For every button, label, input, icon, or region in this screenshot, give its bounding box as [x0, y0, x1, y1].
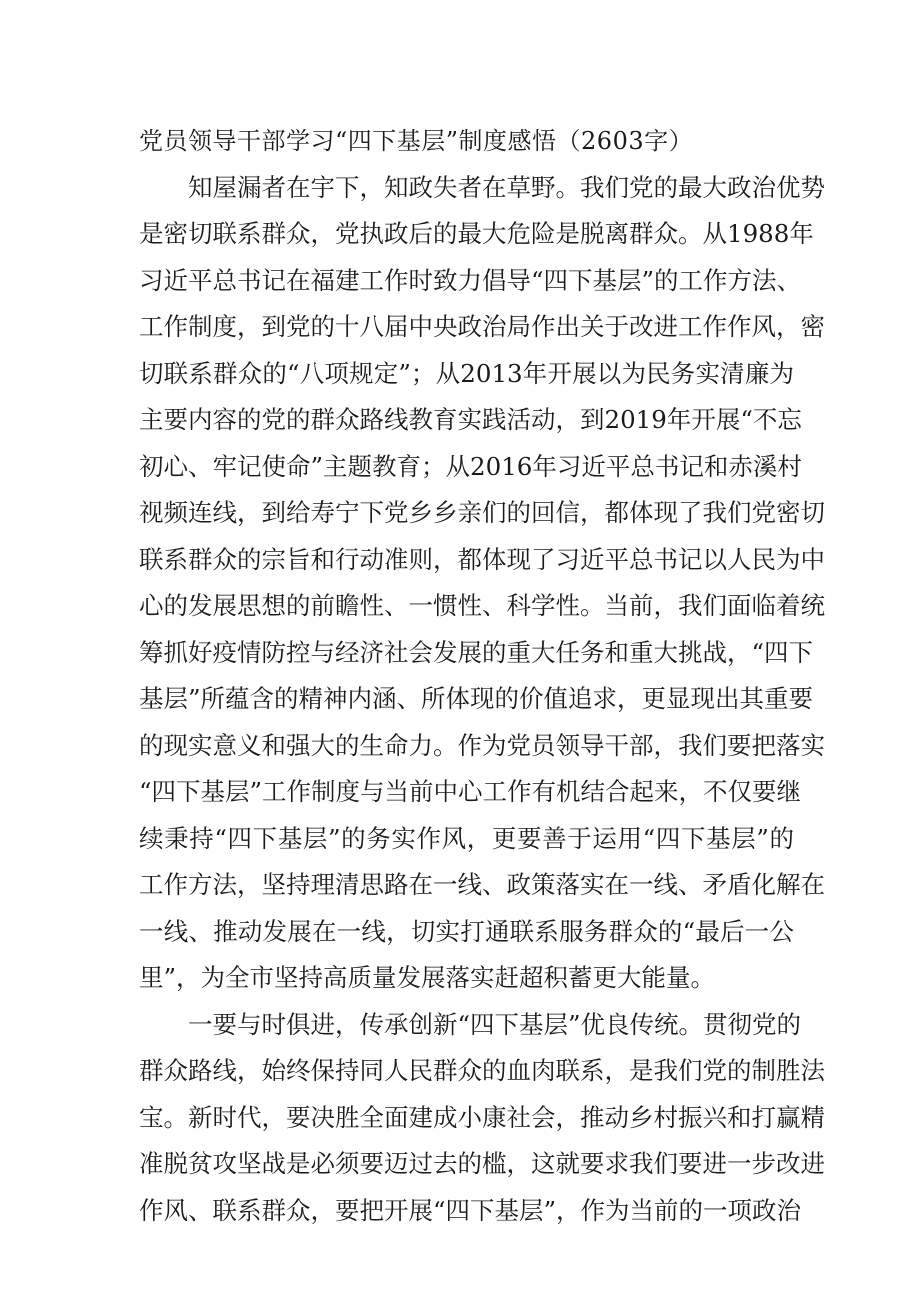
paragraph-line: 习近平总书记在福建工作时致力倡导“四下基层”的工作方法、 — [139, 265, 802, 295]
paragraph-line: 初心、牢记使命”主题教育；从2016年习近平总书记和赤溪村 — [139, 451, 802, 481]
paragraph-line: 筹抓好疫情防控与经济社会发展的重大任务和重大挑战，“四下 — [139, 637, 814, 667]
document-body — [139, 118, 825, 1234]
paragraph-line: 宝。新时代，要决胜全面建成小康社会，推动乡村振兴和打赢精 — [139, 1102, 825, 1132]
paragraph-line: 知屋漏者在宇下，知政失者在草野。我们党的最大政治优势 — [188, 172, 825, 202]
paragraph-line: “四下基层”工作制度与当前中心工作有机结合起来，不仅要继 — [139, 777, 802, 806]
paragraph-line: 联系群众的宗旨和行动准则，都体现了习近平总书记以人民为中 — [139, 544, 825, 574]
paragraph-line: 视频连线，到给寿宁下党乡乡亲们的回信，都体现了我们党密切 — [139, 498, 825, 527]
paragraph-line: 心的发展思想的前瞻性、一惯性、科学性。当前，我们面临着统 — [139, 591, 825, 620]
paragraph-line: 里”，为全市坚持高质量发展落实赶超积蓄更大能量。 — [139, 963, 716, 992]
paragraph-line: 一要与时俱进，传承创新“四下基层”优良传统。贯彻党的 — [188, 1009, 802, 1039]
paragraph-line: 工作方法，坚持理清思路在一线、政策落实在一线、矛盾化解在 — [139, 870, 825, 899]
paragraph-line: 是密切联系群众，党执政后的最大危险是脱离群众。从1988年 — [139, 219, 814, 248]
paragraph-line: 作风、联系群众，要把开展“四下基层”，作为当前的一项政治 — [139, 1195, 802, 1225]
paragraph-line: 切联系群众的“八项规定”；从2013年开展以为民务实清廉为 — [139, 358, 794, 388]
paragraph-line: 的现实意义和强大的生命力。作为党员领导干部，我们要把落实 — [139, 730, 825, 760]
paragraph-line: 基层”所蕴含的精神内涵、所体现的价值追求，更显现出其重要 — [139, 684, 814, 713]
paragraph-line: 工作制度，到党的十八届中央政治局作出关于改进工作作风，密 — [139, 312, 825, 341]
paragraph-line: 一线、推动发展在一线，切实打通联系服务群众的“最后一公 — [139, 916, 794, 946]
paragraph-1 — [139, 165, 825, 1002]
paragraph-line: 主要内容的党的群众路线教育实践活动，到2019年开展“不忘 — [139, 405, 802, 434]
paragraph-line: 续秉持“四下基层”的务实作风，更要善于运用“四下基层”的 — [139, 823, 794, 853]
paragraph-line: 群众路线，始终保持同人民群众的血肉联系，是我们党的制胜法 — [139, 1056, 825, 1085]
paragraph-2 — [139, 1002, 825, 1235]
document-title: 党员领导干部学习“四下基层”制度感悟（2603字） — [139, 127, 694, 155]
paragraph-line: 准脱贫攻坚战是必须要迈过去的槛，这就要求我们要进一步改进 — [139, 1149, 825, 1178]
